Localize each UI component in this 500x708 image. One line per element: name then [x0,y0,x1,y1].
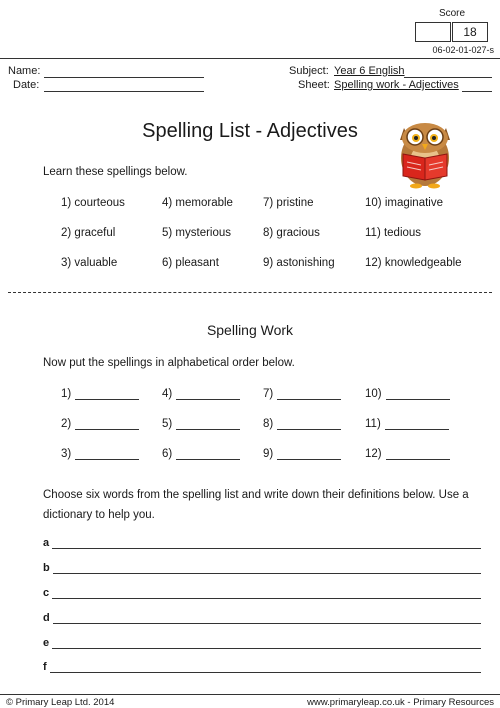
section-title: Spelling Work [206,322,294,338]
definition-row[interactable] [43,637,481,649]
spelling-word: 5) mysterious [162,227,232,239]
sheet-value: Spelling work - Adjectives [334,79,459,91]
date-field[interactable] [44,79,204,92]
order-blank[interactable] [263,448,341,460]
definition-letter: c [43,587,50,599]
sheet-line [462,79,492,92]
spelling-word: 3) valuable [61,257,118,269]
blank-line[interactable] [386,448,450,460]
spelling-word: 2) graceful [61,227,116,239]
order-blank[interactable] [263,388,341,400]
name-field[interactable] [44,65,204,78]
blank-number: 11) [365,418,381,430]
spelling-word: 7) pristine [263,197,314,209]
blank-number: 9) [263,448,274,460]
spelling-word: 10) imaginative [365,197,443,209]
order-blank[interactable] [162,388,240,400]
blank-number: 12) [365,448,382,460]
section-divider [8,292,492,293]
definition-row[interactable] [43,661,481,673]
score-input-box[interactable] [415,22,451,42]
definition-letter: e [43,637,50,649]
book-right-page [425,154,447,180]
blank-line[interactable] [386,388,450,400]
order-blank[interactable] [162,448,240,460]
blank-line[interactable] [277,448,341,460]
spelling-word: 1) courteous [61,197,125,209]
definition-letter: b [43,562,50,574]
definition-line[interactable] [52,538,481,549]
blank-line[interactable] [75,418,139,430]
definition-row[interactable] [43,537,481,549]
spelling-word: 8) gracious [263,227,320,239]
definition-letter: d [43,612,50,624]
blank-line[interactable] [176,448,240,460]
spelling-word: 11) tedious [365,227,422,239]
order-instruction: Now put the spellings in alphabetical order below. [43,357,295,369]
definition-line[interactable] [52,588,481,599]
order-blank[interactable] [365,388,450,400]
owl-pupil-right [432,136,436,140]
owl-foot-right [428,184,440,189]
definition-line[interactable] [53,613,481,624]
blank-line[interactable] [277,388,341,400]
top-divider [0,58,500,59]
blank-number: 7) [263,388,274,400]
copyright-text: © Primary Leap Ltd. 2014 [6,697,115,708]
order-blank[interactable] [365,448,450,460]
order-blank[interactable] [263,418,341,430]
name-label: Name: [8,65,41,77]
reference-code: 06-02-01-027-s [432,45,494,55]
spelling-word: 12) knowledgeable [365,257,462,269]
sheet-label: Sheet: [298,79,330,91]
spelling-word: 9) astonishing [263,257,335,269]
subject-line [404,65,492,78]
order-blank[interactable] [61,448,139,460]
definition-row[interactable] [43,587,481,599]
owl-pupil-left [414,136,418,140]
order-blank[interactable] [61,388,139,400]
blank-number: 1) [61,388,72,400]
definition-row[interactable] [43,562,481,574]
definition-line[interactable] [52,638,481,649]
blank-number: 8) [263,418,274,430]
bottom-divider [0,694,500,695]
subject-label: Subject: [289,65,329,77]
blank-number: 6) [162,448,173,460]
owl-foot-left [410,184,422,189]
order-blank[interactable] [61,418,139,430]
spelling-word: 6) pleasant [162,257,219,269]
blank-number: 5) [162,418,173,430]
definition-instruction-line-2: dictionary to help you. [43,509,155,521]
definition-letter: a [43,537,50,549]
score-total: 18 [452,22,488,42]
blank-line[interactable] [277,418,341,430]
order-blank[interactable] [365,418,449,430]
page-title: Spelling List - Adjectives [142,120,358,142]
learn-instruction: Learn these spellings below. [43,166,188,178]
website-text: www.primaryleap.co.uk - Primary Resources [307,697,494,708]
blank-number: 3) [61,448,72,460]
score-label: Score [438,8,466,19]
date-label: Date: [13,79,40,91]
definition-row[interactable] [43,612,481,624]
owl-reading-icon [390,118,460,190]
blank-line[interactable] [176,388,240,400]
blank-line[interactable] [75,388,139,400]
book-left-page [403,154,425,180]
blank-line[interactable] [385,418,449,430]
spelling-word: 4) memorable [162,197,233,209]
definition-letter: f [43,661,47,673]
definition-line[interactable] [53,563,481,574]
blank-number: 2) [61,418,72,430]
order-blank[interactable] [162,418,240,430]
blank-line[interactable] [176,418,240,430]
blank-line[interactable] [75,448,139,460]
definition-instruction-line-1: Choose six words from the spelling list and write down their definitions below. Use a [43,489,469,501]
subject-value: Year 6 English [334,65,405,77]
definition-line[interactable] [50,662,481,673]
blank-number: 10) [365,388,382,400]
blank-number: 4) [162,388,173,400]
